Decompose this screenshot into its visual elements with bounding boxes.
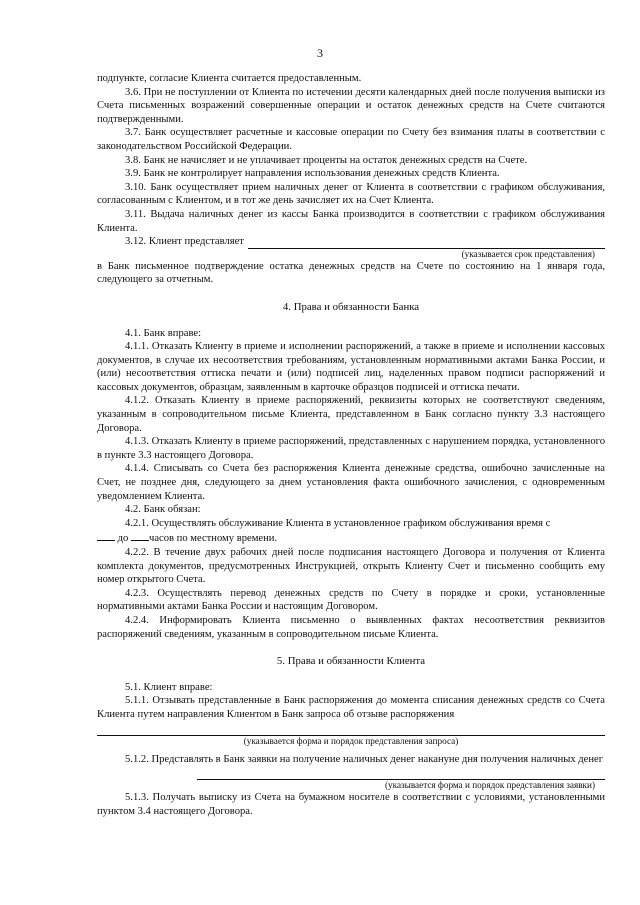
paragraph-4-2-2: 4.2.2. В течение двух рабочих дней после подписания настоящего Договора и получения от Клиента комплекта документов, предусмотренных Инструкцией, открыть Клиенту Счет и письменно сообщить ему номер открытого Счета. [97, 547, 605, 586]
blank-line [197, 768, 605, 780]
hours-until-word: до [117, 533, 129, 545]
paragraph-3-11: 3.11. Выдача наличных денег из кассы Банка производится в соответствии с графиком обслуживания Клиента. [97, 208, 605, 234]
paragraph-5-1-3: 5.1.3. Получать выписку из Счета на бумажном носителе в соответствии с условиями, установленными пунктом 3.4 настоящего Договора. [97, 792, 605, 817]
paragraph-4-2-1: 4.2.1. Осуществлять обслуживание Клиента в установленное графиком обслуживания время с [125, 517, 551, 529]
paragraph-4-2-1-hours [97, 530, 605, 546]
paragraph-4-1-1: 4.1.1. Отказать Клиенту в приеме и исполнении распоряжений, а также в приеме и исполнении кассовых документов, в случае их несоответствия требованиям, установленным нормативными актами Банка России, и (или) несоответствия оттиска печати и (или) подписей лиц, наделенных правом подписи распоряжений и кассовых документов, образцам, заявленным в карточке образцов подписей и оттиска печати. [97, 341, 605, 393]
paragraph-5-1-2: 5.1.2. Представлять в Банк заявки на получение наличных денег накануне дня получения наличных денег [125, 753, 604, 765]
hours-local-text: часов по местному времени. [149, 533, 278, 545]
paragraph-3-7: 3.7. Банк осуществляет расчетные и кассовые операции по Счету без взимания платы в соответствии с законодательством Российской Федерации. [97, 127, 605, 152]
paragraph-4-1-3: 4.1.3. Отказать Клиенту в приеме распоряжений, представленных с нарушением порядка, установленного в пункте 3.3 настоящего Договора. [97, 436, 605, 461]
page-number: 3 [317, 46, 323, 60]
paragraph-3-10: 3.10. Банк осуществляет прием наличных денег от Клиента в соответствии с графиком обслуживания, согласованным с Клиентом, и в тот же день зачисляет их на Счет Клиента. [97, 181, 605, 207]
paragraph-3-9: 3.9. Банк не контролирует направления использования денежных средств Клиента. [125, 168, 500, 180]
paragraph-4-1-2: 4.1.2. Отказать Клиенту в приеме распоряжений, реквизиты которых не соответствуют сведениям, указанным в сопроводительном письме Клиента, представленном в Банк согласно пункту 3.3 настоящего Договора. [97, 395, 605, 434]
paragraph-3-12-prefix: 3.12. Клиент представляет [125, 236, 244, 248]
section-4-heading: 4. Права и обязанности Банка [282, 300, 420, 313]
hint-term: (указывается срок представления) [461, 248, 595, 259]
blank-line [97, 724, 605, 736]
document-body [97, 72, 605, 818]
blank-hours-from [97, 530, 115, 541]
paragraph-4-2-4: 4.2.4. Информировать Клиента письменно о выявленных фактах несоответствия реквизитов распоряжений сведениям, указанным в сопроводительном письме Клиента. [97, 614, 605, 640]
paragraph-3-12-line [97, 235, 605, 249]
paragraph-continuation: подпункте, согласие Клиента считается предоставленным. [97, 73, 362, 84]
paragraph-3-12-continuation: в Банк письменное подтверждение остатка денежных средств на Счете по состоянию на 1 января года, следующего за отчетным. [97, 260, 605, 286]
section-5-heading: 5. Права и обязанности Клиента [276, 655, 426, 668]
hint-request-form: (указывается форма и порядок представления запроса) [243, 735, 459, 746]
blank-hours-to [131, 530, 149, 541]
blank-line [248, 238, 605, 249]
paragraph-4-2-3: 4.2.3. Осуществлять перевод денежных средств по Счету в порядке и сроки, установленные нормативными актами Банка России и настоящим Договором. [97, 587, 605, 613]
paragraph-4-1: 4.1. Банк вправе: [125, 327, 202, 339]
paragraph-5-1-1: 5.1.1. Отзывать представленные в Банк распоряжения до момента списания денежных средств со Счета Клиента путем направления Клиентом в Банк запроса об отзыве распоряжения [97, 695, 605, 720]
hint-application-form: (указывается форма и порядок представления заявки) [384, 780, 595, 791]
paragraph-5-1: 5.1. Клиент вправе: [125, 681, 213, 693]
paragraph-3-6: 3.6. При не поступлении от Клиента по истечении десяти календарных дней после получения выписки из Счета письменных возражений совершенные операции и остаток денежных средств на Счете считаются подтвержденными. [97, 86, 605, 125]
paragraph-4-1-4: 4.1.4. Списывать со Счета без распоряжения Клиента денежные средства, ошибочно зачисленные на Счет, не позднее дня, следующего за днем установления факта ошибочного зачисления, с одновременным уведомлением Клиента. [97, 463, 605, 502]
paragraph-4-2: 4.2. Банк обязан: [125, 504, 201, 516]
paragraph-3-8: 3.8. Банк не начисляет и не уплачивает проценты на остаток денежных средств на Счете. [125, 154, 528, 166]
